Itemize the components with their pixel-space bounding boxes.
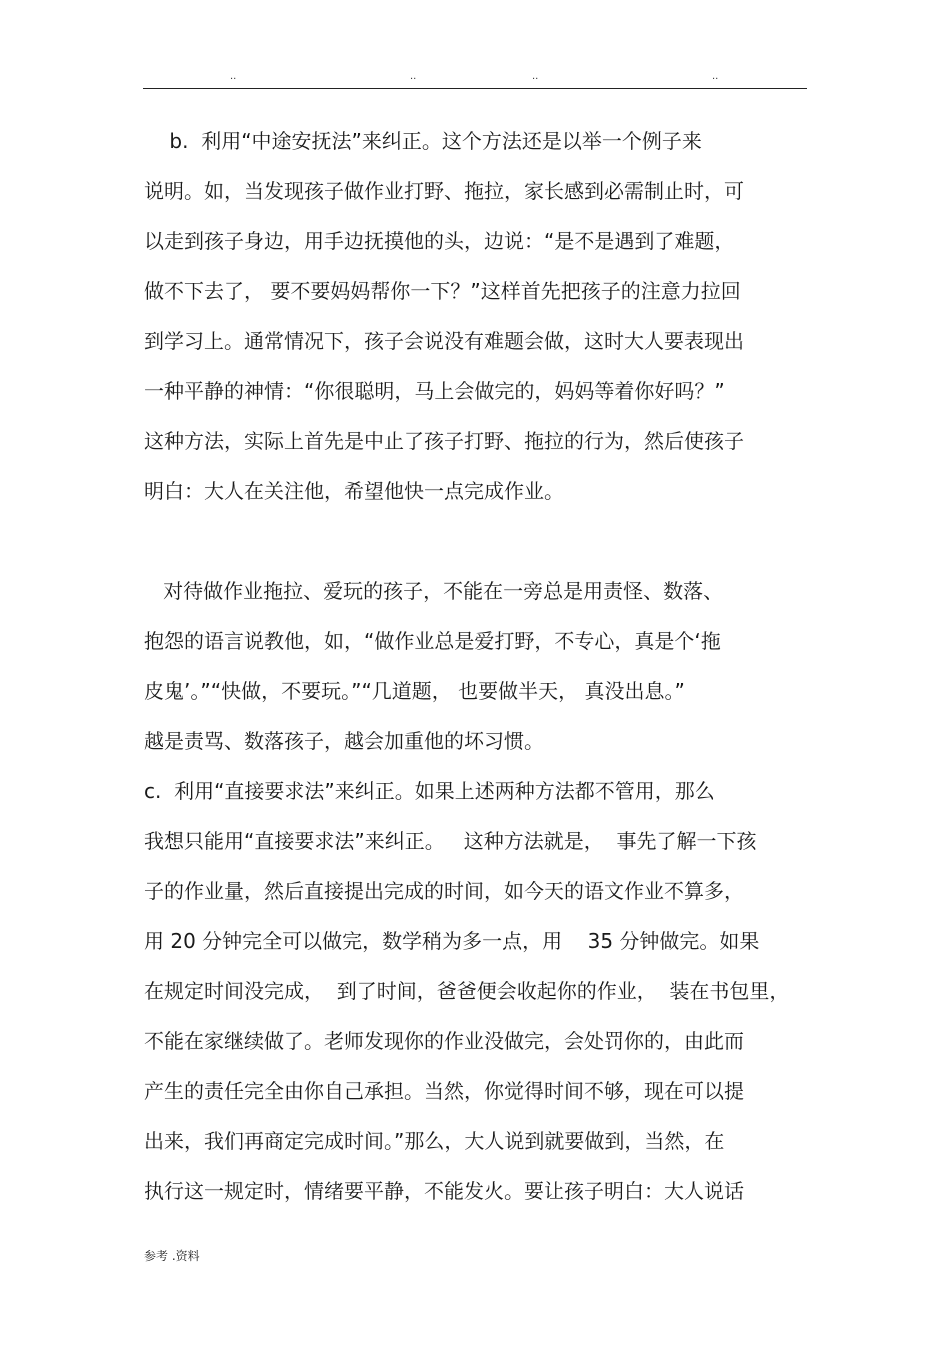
- header-mark: ..: [230, 71, 237, 82]
- text-line: 对待做作业拖拉、爱玩的孩子，不能在一旁总是用责怪、数落、: [144, 579, 724, 603]
- text-line: 皮鬼’。”“快做，不要玩。”“几道题， 也要做半天， 真没出息。”: [144, 679, 685, 703]
- text-line: 我想只能用“直接要求法”来纠正。 这种方法就是， 事先了解一下孩: [144, 829, 757, 853]
- text-line: 子的作业量，然后直接提出完成的时间，如今天的语文作业不算多，: [144, 879, 744, 903]
- text-line: b. 利用“中途安抚法”来纠正。这个方法还是以举一个例子来: [144, 129, 702, 153]
- text-line: c. 利用“直接要求法”来纠正。如果上述两种方法都不管用，那么: [144, 779, 715, 803]
- header-mark: ..: [532, 71, 539, 82]
- text-line: 不能在家继续做了。老师发现你的作业没做完，会处罚你的，由此而: [144, 1029, 744, 1053]
- text-line: 抱怨的语言说教他，如，“做作业总是爱打野，不专心，真是个‘拖: [144, 629, 721, 653]
- header-mark: ..: [410, 71, 417, 82]
- text-line: 说明。如，当发现孩子做作业打野、拖拉，家长感到必需制止时，可: [144, 179, 744, 203]
- page-footer: 参考 .资料: [144, 1249, 200, 1263]
- text-line: 到学习上。通常情况下，孩子会说没有难题会做，这时大人要表现出: [144, 329, 744, 353]
- header-mark: ..: [712, 71, 719, 82]
- text-line: 出来，我们再商定完成时间。”那么，大人说到就要做到，当然，在: [144, 1129, 725, 1153]
- text-line: 在规定时间没完成， 到了时间，爸爸便会收起你的作业， 装在书包里，: [144, 979, 790, 1003]
- text-line: 这种方法，实际上首先是中止了孩子打野、拖拉的行为，然后使孩子: [144, 429, 744, 453]
- text-line: 用 20 分钟完全可以做完，数学稍为多一点，用 35 分钟做完。如果: [144, 929, 760, 953]
- text-line: 一种平静的神情：“你很聪明，马上会做完的，妈妈等着你好吗？”: [144, 379, 725, 403]
- text-line: 产生的责任完全由你自己承担。当然，你觉得时间不够，现在可以提: [144, 1079, 744, 1103]
- text-line: 越是责骂、数落孩子，越会加重他的坏习惯。: [144, 729, 544, 753]
- text-line: 做不下去了， 要不要妈妈帮你一下？”这样首先把孩子的注意力拉回: [144, 279, 741, 303]
- text-line: 执行这一规定时，情绪要平静，不能发火。要让孩子明白：大人说话: [144, 1179, 744, 1203]
- text-line: 以走到孩子身边，用手边抚摸他的头，边说：“是不是遇到了难题，: [144, 229, 735, 253]
- text-line: 明白：大人在关注他，希望他快一点完成作业。: [144, 479, 564, 503]
